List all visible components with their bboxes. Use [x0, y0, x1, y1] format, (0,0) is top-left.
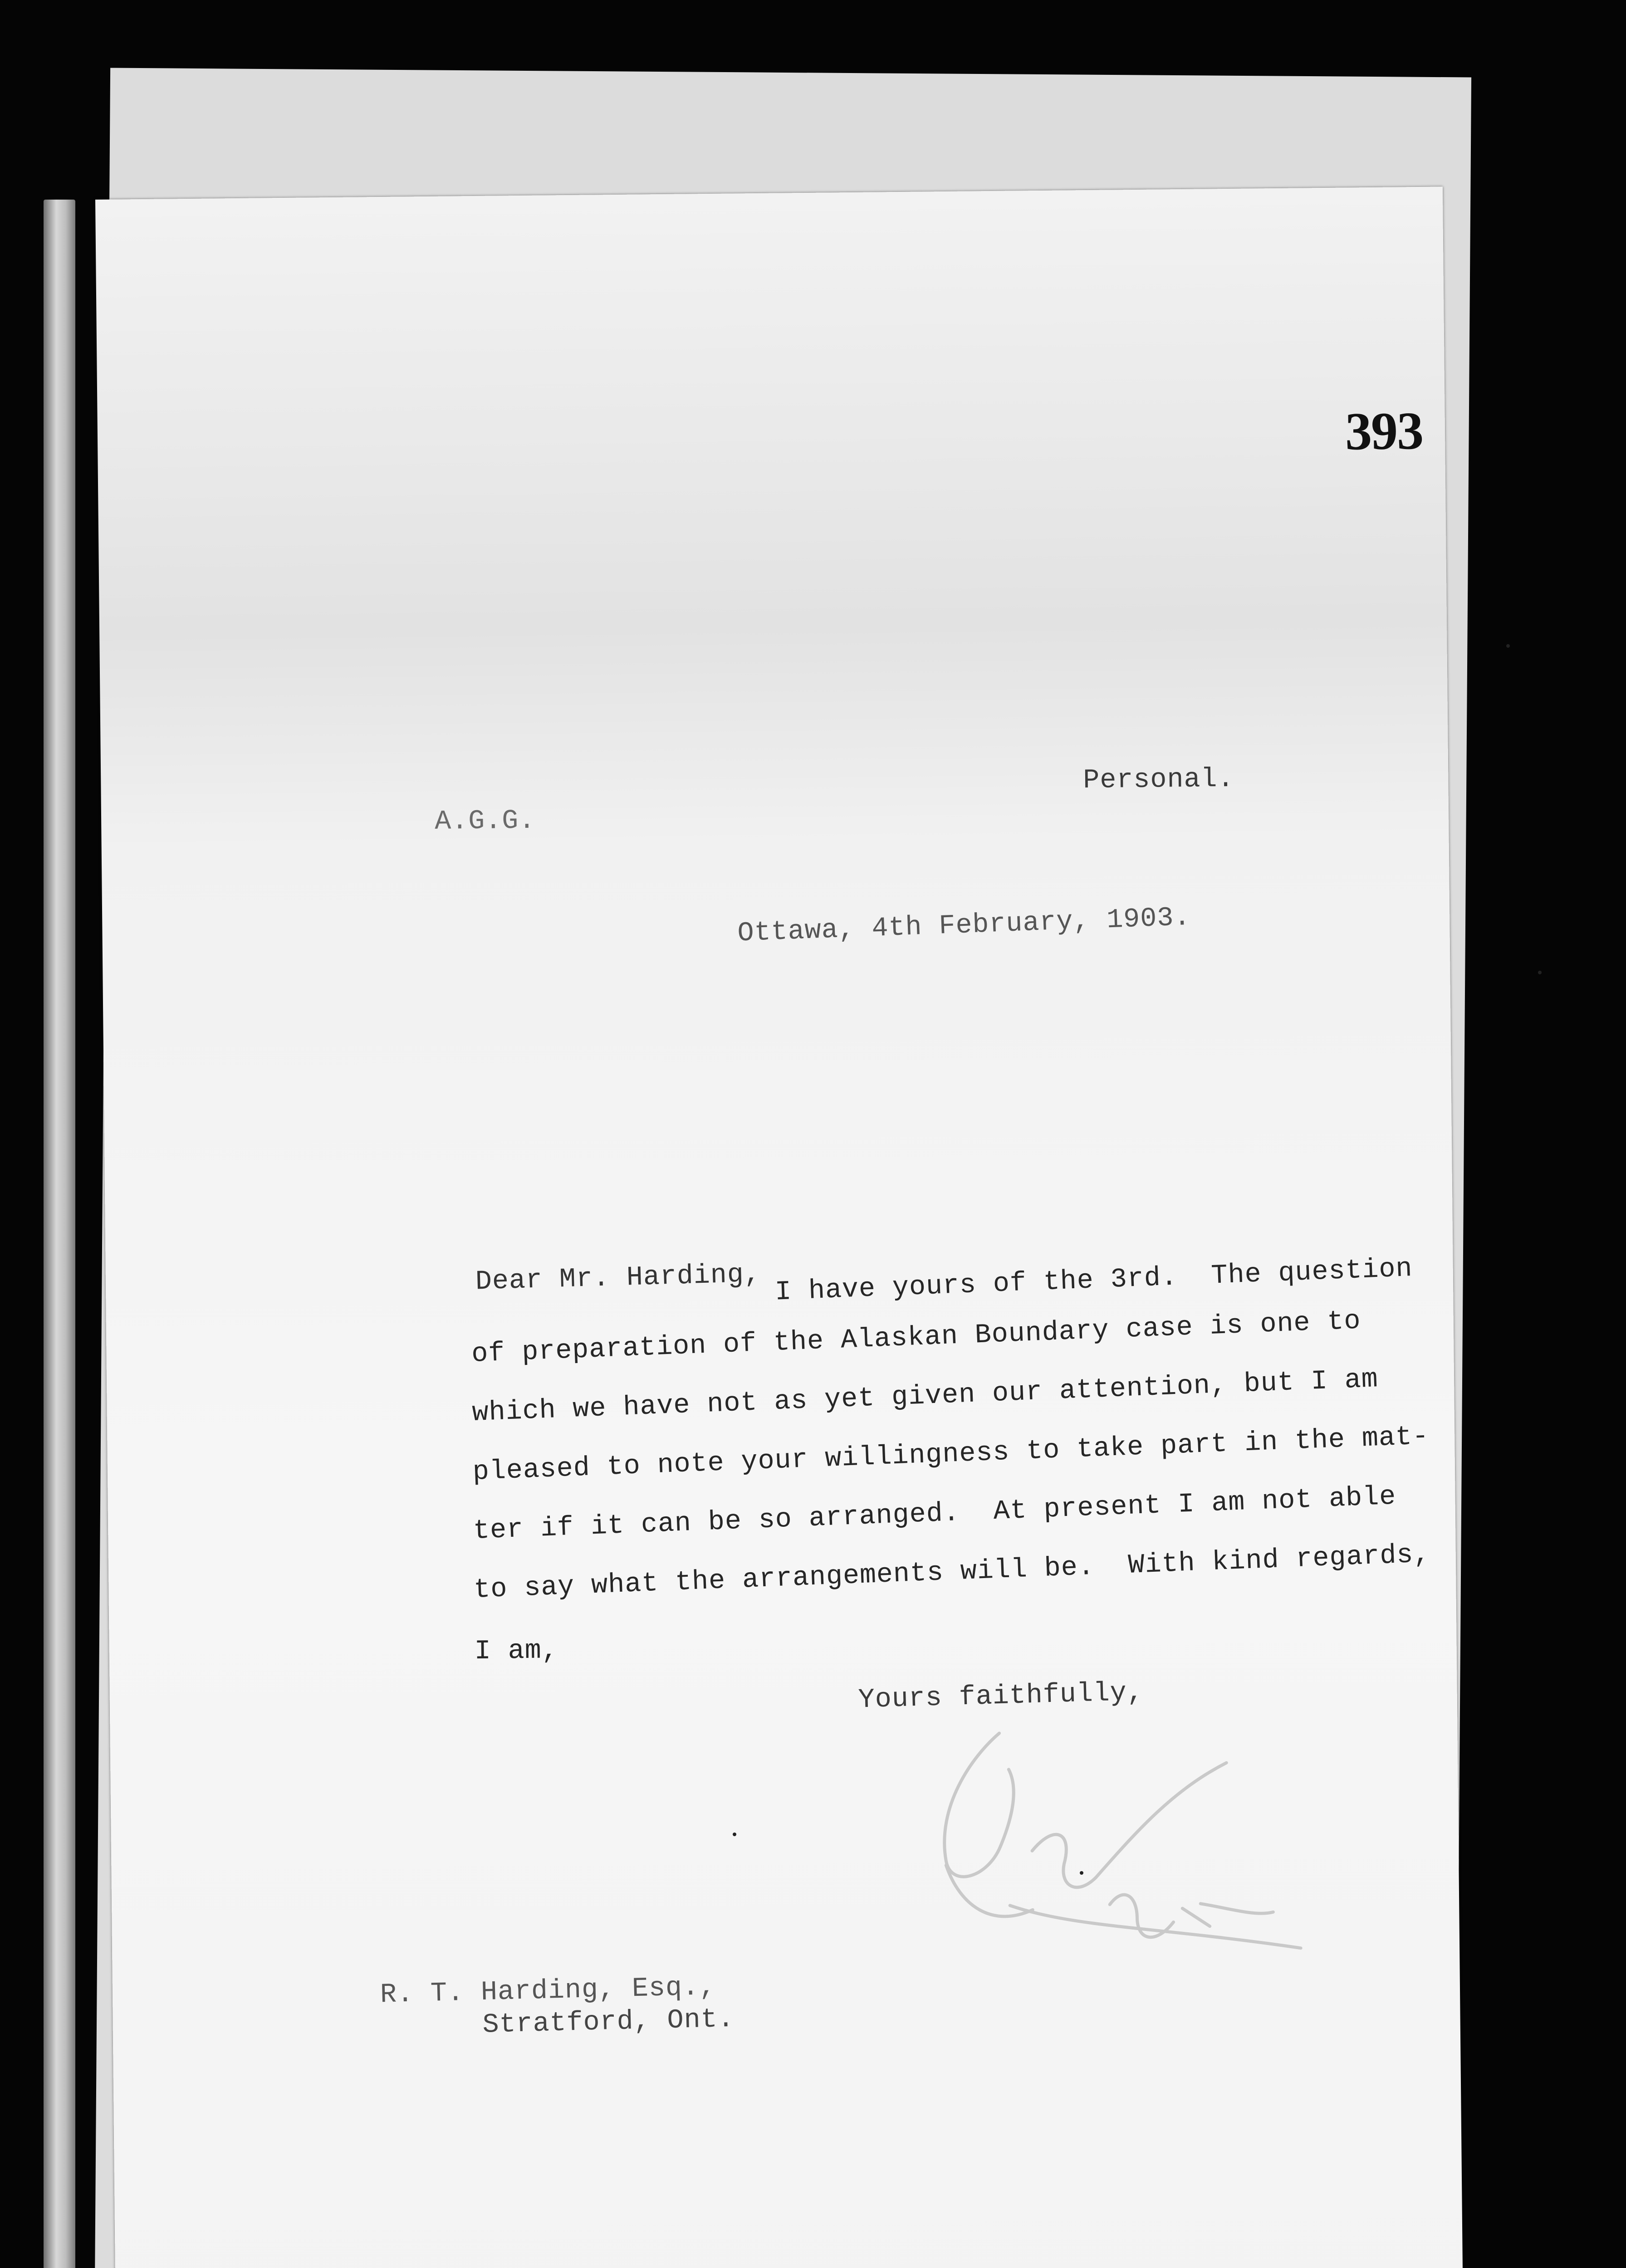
recipient-name: R. T. Harding, Esq., — [380, 1971, 716, 2011]
dust-speck — [1080, 1871, 1083, 1875]
body-line: I am, — [474, 1635, 559, 1667]
body-line: pleased to note your willingness to take part in the mat- — [472, 1421, 1430, 1488]
initials: A.G.G. — [434, 805, 536, 837]
dust-speck — [1538, 971, 1542, 974]
personal-marking: Personal. — [1083, 763, 1234, 797]
body-line: of preparation of the Alaskan Boundary case is one to — [471, 1305, 1362, 1370]
body-line: ter if it can be so arranged. At present I am not able — [472, 1481, 1397, 1547]
handwritten-signature — [881, 1712, 1337, 1998]
page-number: 393 — [1345, 401, 1423, 461]
dust-speck — [1506, 644, 1510, 648]
letter-page — [95, 186, 1464, 2268]
body-line: which we have not as yet given our attention, but I am — [471, 1364, 1379, 1429]
salutation: Dear Mr. Harding, — [475, 1259, 761, 1298]
closing: Yours faithfully, — [857, 1677, 1144, 1716]
recipient-address: Stratford, Ont. — [482, 2004, 735, 2041]
body-line: to say what the arrangements will be. With kind regards, — [473, 1539, 1431, 1606]
dust-speck — [733, 1833, 736, 1836]
dateline: Ottawa, 4th February, 1903. — [737, 902, 1191, 949]
binding-strip — [44, 200, 75, 2268]
body-line: I have yours of the 3rd. The question — [774, 1253, 1413, 1308]
